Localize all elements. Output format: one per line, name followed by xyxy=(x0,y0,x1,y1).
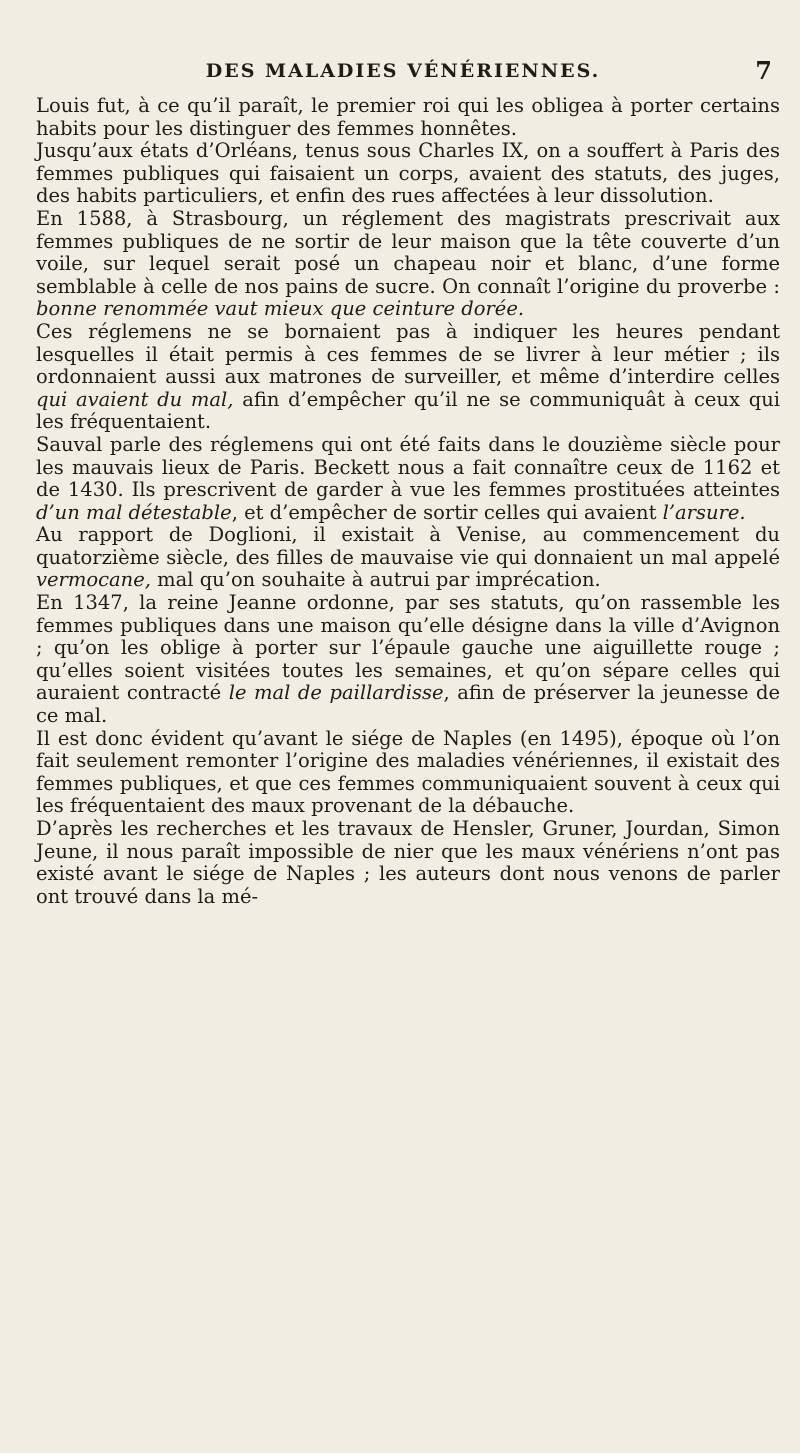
paragraph-text: Louis fut, à ce qu’il paraît, le premier roi qui les obligea à porter certains habits pour les distinguer des femmes honnêtes. xyxy=(36,94,780,140)
paragraph-text: D’après les recherches et les travaux de Hensler, Gruner, Jourdan, Simon Jeune, il nous paraît impossible de nier que les maux vénériens n’ont pas existé avant le siége de Naples ; les auteurs dont nous venons de parler ont trouvé dans la mé- xyxy=(36,817,780,908)
paragraph xyxy=(36,524,780,592)
paragraph xyxy=(36,434,780,524)
paragraph xyxy=(36,321,780,434)
paragraph xyxy=(36,592,780,728)
paragraph-text: mal qu’on souhaite à autrui par imprécation. xyxy=(150,568,601,592)
paragraph-text: En 1347, la reine Jeanne ordonne, par ses statuts, qu’on rassemble les femmes publiques dans une maison qu’elle désigne dans la ville d’Avignon ; qu’on les oblige à porter sur l’épaule gauche une aiguillette rouge ; qu’elles soient visitées toutes les semaines, et qu’on sépare celles qui auraient contracté xyxy=(36,591,780,705)
paragraph-text: En 1588, à Strasbourg, un réglement des magistrats prescrivait aux femmes publiques de ne sortir de leur maison que la tête couverte d’un voile, sur lequel serait posé un chapeau noir et blanc, d’une forme semblable à celle de nos pains de sucre. On connaît l’origine du proverbe : xyxy=(36,206,780,298)
paragraph-text: , et d’empêcher de sortir celles qui avaient xyxy=(231,500,663,524)
italic-text: qui avaient du mal, xyxy=(36,387,234,411)
italic-text: vermocane, xyxy=(36,568,151,592)
paragraph xyxy=(36,818,780,908)
italic-text: le mal de paillardisse xyxy=(228,681,444,705)
paragraph-text: , afin de préserver la jeunesse de ce mal. xyxy=(36,681,780,728)
paragraph-text: Ces réglemens ne se bornaient pas à indiquer les heures pendant lesquelles il était permis à ces femmes de se livrer à leur métier ; ils ordonnaient aussi aux matrones de surveiller, et même d’interdire celles xyxy=(36,319,780,389)
paragraph xyxy=(36,208,780,321)
page-number: 7 xyxy=(755,56,772,85)
paragraph-text: Il est donc évident qu’avant le siége de Naples (en 1495), époque où l’on fait seulement remonter l’origine des maladies vénériennes, il existait des femmes publiques, et que ces femmes communiquaient souvent à ceux qui les fréquentaient des maux provenant de la débauche. xyxy=(36,726,780,818)
italic-text: l’arsure. xyxy=(662,500,746,524)
paragraph xyxy=(36,728,780,818)
paragraph-text: Jusqu’aux états d’Orléans, tenus sous Charles IX, on a souffert à Paris des femmes publiques qui faisaient un corps, avaient des statuts, des juges, des habits particuliers, et enfin des rues affectées à leur dissolution. xyxy=(36,139,780,208)
running-head: DES MALADIES VÉNÉRIENNES. xyxy=(205,60,601,82)
page-header xyxy=(28,56,778,88)
paragraph xyxy=(36,140,780,208)
paragraph-text: Au rapport de Doglioni, il existait à Venise, au commencement du quatorzième siècle, des filles de mauvaise vie qui donnaient un mal appelé xyxy=(36,523,780,569)
paragraph-text: Sauval parle des réglemens qui ont été faits dans le douzième siècle pour les mauvais lieux de Paris. Beckett nous a fait connaître ceux de 1162 et de 1430. Ils prescrivent de garder à vue les femmes prostituées atteintes xyxy=(36,432,780,502)
paragraph-text: afin d’empêcher qu’il ne se communiquât à ceux qui les fréquentaient. xyxy=(36,387,780,434)
body-text xyxy=(36,95,780,908)
paragraph xyxy=(36,95,780,140)
italic-text: d’un mal détestable xyxy=(36,500,232,524)
italic-text: bonne renommée vaut mieux que ceinture dorée. xyxy=(36,297,525,321)
